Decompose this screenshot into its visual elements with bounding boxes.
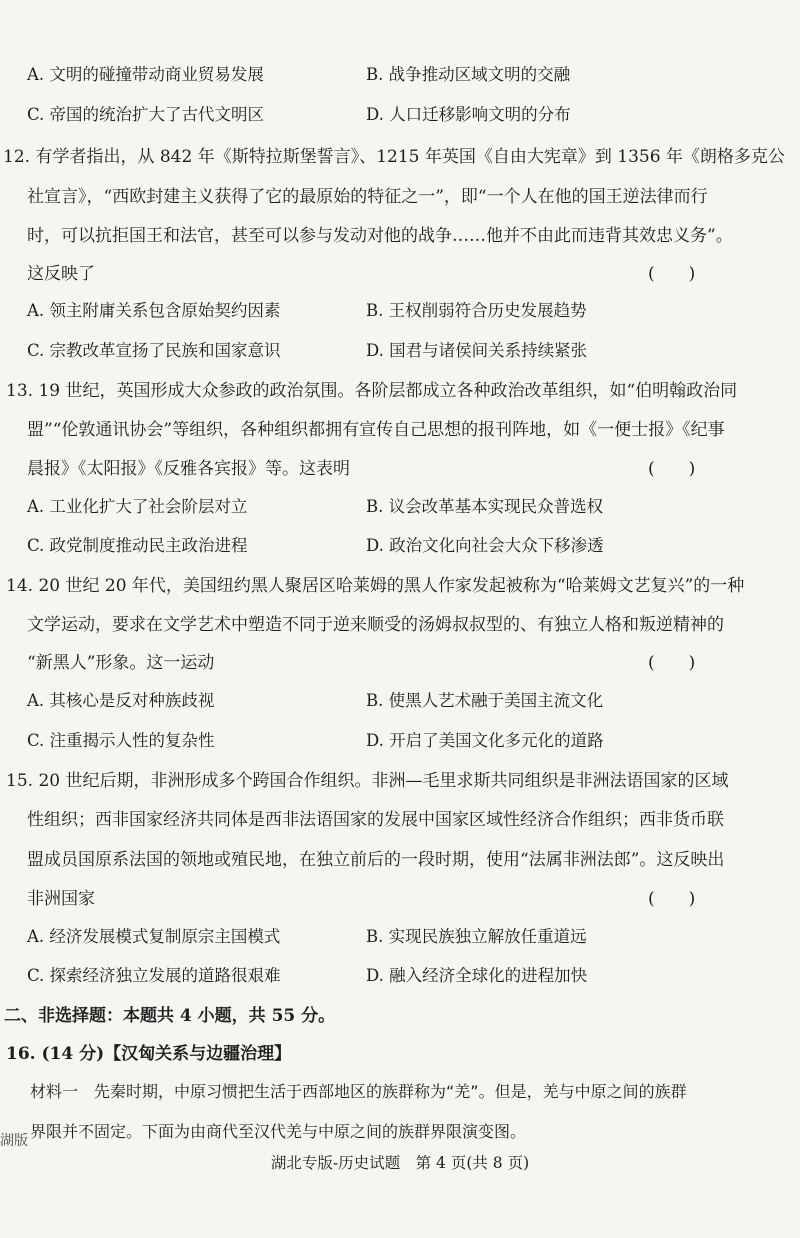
q12-option-a: A. 领主附庸关系包含原始契约因素 <box>27 301 281 320</box>
q15-option-b: B. 实现民族独立解放任重道远 <box>366 927 587 946</box>
q13-stem-line-2: 盟”“伦敦通讯协会”等组织，各种组织都拥有宣传自己思想的报刊阵地，如《一便士报》《纪事 <box>27 420 725 440</box>
q12-option-d: D. 国君与诸侯间关系持续紧张 <box>366 341 588 360</box>
q14-stem-line-2: 文学运动，要求在文学艺术中塑造不同于逆来顺受的汤姆叔叔型的、有独立人格和叛逆精神的 <box>27 615 724 635</box>
q14-stem-line-1: 14. 20 世纪 20 年代，美国纽约黑人聚居区哈莱姆的黑人作家发起被称为“哈莱姆文艺复兴”的一种 <box>6 576 745 596</box>
q14-option-a: A. 其核心是反对种族歧视 <box>27 691 215 710</box>
q14-option-b: B. 使黑人艺术融于美国主流文化 <box>366 691 604 710</box>
q14-option-d: D. 开启了美国文化多元化的道路 <box>366 731 604 750</box>
q11-option-d: D. 人口迁移影响文明的分布 <box>366 105 571 124</box>
q15-stem-line-1: 15. 20 世纪后期，非洲形成多个跨国合作组织。非洲—毛里求斯共同组织是非洲法语国家的区域 <box>6 771 729 791</box>
q15-stem-line-2: 性组织；西非国家经济共同体是西非法语国家的发展中国家区域性经济合作组织；西非货币联 <box>27 810 724 830</box>
q12-stem-line-4: 这反映了 <box>27 264 95 284</box>
page-footer: 湖北专版-历史试题 第 4 页(共 8 页) <box>270 1154 530 1172</box>
q13-stem-line-3: 晨报》《太阳报》《反雅各宾报》等。这表明 <box>27 459 350 479</box>
q15-option-d: D. 融入经济全球化的进程加快 <box>366 966 588 985</box>
q16-material-line-1: 材料一 先秦时期，中原习惯把生活于西部地区的族群称为“羌”。但是，羌与中原之间的族群 <box>30 1082 687 1101</box>
q14-option-c: C. 注重揭示人性的复杂性 <box>27 731 215 750</box>
q13-option-b: B. 议会改革基本实现民众普选权 <box>366 497 604 516</box>
q12-stem-line-2: 社宣言》，“西欧封建主义获得了它的最原始的特征之一”，即“一个人在他的国王逆法律而行 <box>27 187 708 207</box>
q15-answer-paren: ( ) <box>648 889 696 909</box>
q15-option-c: C. 探索经济独立发展的道路很艰难 <box>27 966 281 985</box>
q12-stem-line-3: 时，可以抗拒国王和法官，甚至可以参与发动对他的战争……他并不由此而违背其效忠义务”。 <box>27 226 733 246</box>
q13-option-a: A. 工业化扩大了社会阶层对立 <box>27 497 248 516</box>
q15-stem-line-3: 盟成员国原系法国的领地或殖民地，在独立前后的一段时期，使用“法属非洲法郎”。这反映出 <box>27 850 725 870</box>
q11-option-b: B. 战争推动区域文明的交融 <box>366 65 571 84</box>
q11-option-a: A. 文明的碰撞带动商业贸易发展 <box>27 65 264 84</box>
q12-option-b: B. 王权削弱符合历史发展趋势 <box>366 301 587 320</box>
q12-option-c: C. 宗教改革宣扬了民族和国家意识 <box>27 341 281 360</box>
q15-stem-line-4: 非洲国家 <box>27 889 95 909</box>
section-2-title: 二、非选择题：本题共 4 小题，共 55 分。 <box>4 1006 336 1026</box>
q13-option-d: D. 政治文化向社会大众下移渗透 <box>366 536 604 555</box>
q14-stem-line-3: “新黑人”形象。这一运动 <box>27 653 215 673</box>
q13-option-c: C. 政党制度推动民主政治进程 <box>27 536 248 555</box>
q12-stem-line-1: 12. 有学者指出，从 842 年《斯特拉斯堡誓言》、1215 年英国《自由大宪章》到 1356 年《朗格多克公 <box>3 147 785 167</box>
q13-stem-line-1: 13. 19 世纪，英国形成大众参政的政治氛围。各阶层都成立各种政治改革组织，如“伯明翰政治同 <box>6 381 738 401</box>
q16-material-line-2: 界限并不固定。下面为由商代至汉代羌与中原之间的族群界限演变图。 <box>30 1122 527 1141</box>
edge-binding-mark: 湖版 <box>0 1133 28 1149</box>
q14-answer-paren: ( ) <box>648 653 696 673</box>
q11-option-c: C. 帝国的统治扩大了古代文明区 <box>27 105 265 124</box>
q12-answer-paren: ( ) <box>648 264 696 284</box>
q13-answer-paren: ( ) <box>648 459 696 479</box>
q16-header: 16. (14 分)【汉匈关系与边疆治理】 <box>6 1044 292 1064</box>
q15-option-a: A. 经济发展模式复制原宗主国模式 <box>27 927 281 946</box>
